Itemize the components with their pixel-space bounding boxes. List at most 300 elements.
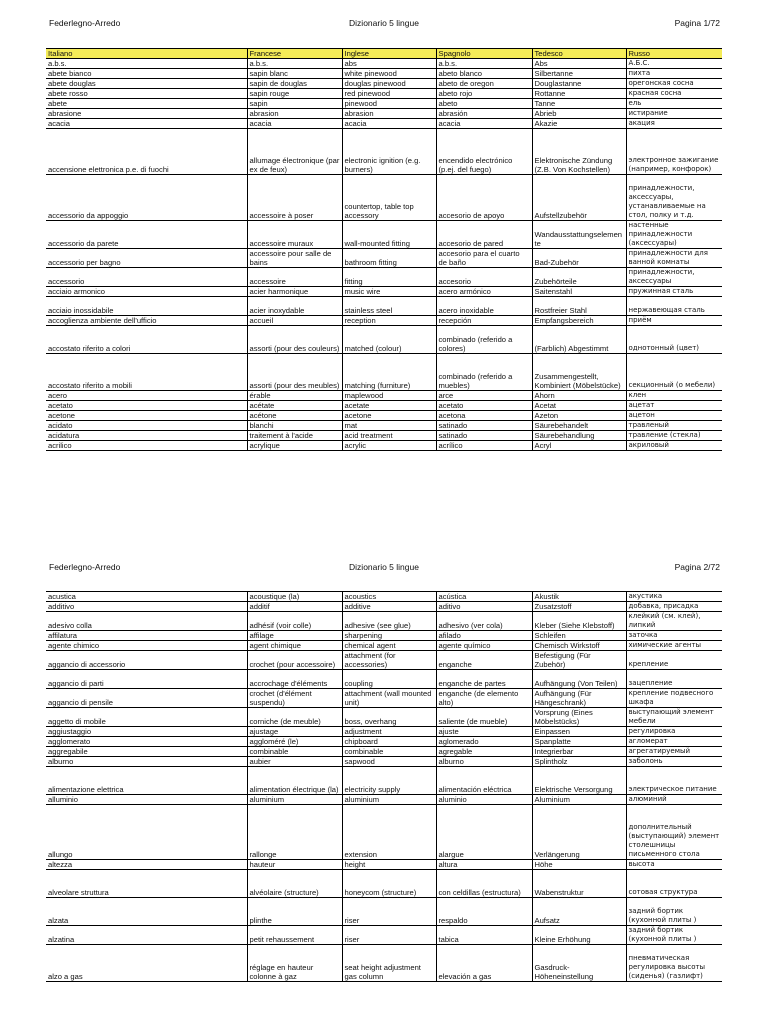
table-cell: задний бортик (кухонной плиты ) [626,898,722,926]
table-cell: abrasione [46,109,247,119]
table-row [46,221,722,249]
table-cell: sapin [247,99,342,109]
table-cell: aggancio di pensile [46,689,247,708]
table-cell: Säurebehandlung [532,431,626,441]
table-cell: alargue [436,805,532,860]
table-cell: aggiustaggio [46,727,247,737]
table-cell: mat [342,421,436,431]
table-cell: érable [247,391,342,401]
table-row [46,326,722,354]
table-cell: acetato [46,401,247,411]
table-cell: countertop, table top accessory [342,175,436,221]
table-cell: elevación a gas [436,945,532,982]
table-cell: зацепление [626,670,722,689]
table-row [46,129,722,175]
table-cell: красная сосна [626,89,722,99]
table-cell: химические агенты [626,641,722,651]
column-header: Spagnolo [436,49,532,59]
table-cell: sapin rouge [247,89,342,99]
table-cell: assorti (pour des meubles) [247,354,342,391]
table-cell: white pinewood [342,69,436,79]
table-cell: агрегатируемый [626,747,722,757]
table-cell: Acryl [532,441,626,451]
table-cell: riser [342,898,436,926]
table-cell: Schleifen [532,631,626,641]
table-row [46,268,722,287]
table-row [46,651,722,670]
table-cell: aggregabile [46,747,247,757]
table-cell: ajustage [247,727,342,737]
table-cell: crochet (d'élément suspendu) [247,689,342,708]
table-row [46,926,722,945]
table-cell: adjustment [342,727,436,737]
table-cell: reception [342,316,436,326]
table-cell: acciaio inossidabile [46,297,247,316]
table-cell: Tanne [532,99,626,109]
table-cell: adhesivo (ver cola) [436,612,532,631]
table-cell: abrasion [247,109,342,119]
table-cell: Empfangsbereich [532,316,626,326]
table-cell: abs [342,59,436,69]
table-cell: abeto [436,99,532,109]
table-cell: adesivo colla [46,612,247,631]
table-row [46,89,722,99]
header-right: Pagina 2/72 [674,562,720,572]
table-cell: abrasión [436,109,532,119]
table-cell: matched (colour) [342,326,436,354]
table-cell: сотовая структура [626,870,722,898]
page-header [0,560,768,574]
table-cell: настенные принадлежности (аксессуары) [626,221,722,249]
table-cell: combinable [247,747,342,757]
table-cell: crochet (pour accessoire) [247,651,342,670]
table-cell: accessoire muraux [247,221,342,249]
table-cell: acero armónico [436,287,532,297]
table-cell: добавка, присадка [626,602,722,612]
table-cell: acidato [46,421,247,431]
table-row [46,631,722,641]
table-cell: tabica [436,926,532,945]
table-cell: aluminium [342,795,436,805]
table-cell: Kleine Erhöhung [532,926,626,945]
table-cell: alimentation électrique (la) [247,767,342,795]
table-row [46,354,722,391]
table-row [46,59,722,69]
table-cell: acrylic [342,441,436,451]
table-cell: aglomerado [436,737,532,747]
table-cell: принадлежности, аксессуары, устанавливаемые на стол, полку и т.д. [626,175,722,221]
table-cell: additive [342,602,436,612]
table-cell: combinado (referido a muebles) [436,354,532,391]
table-cell: acoustics [342,592,436,602]
table-cell: altura [436,860,532,870]
table-cell: регулировка [626,727,722,737]
header-left: Federlegno-Arredo [49,18,121,28]
table-cell: a.b.s. [247,59,342,69]
table-cell: acrilico [46,441,247,451]
table-cell: acacia [342,119,436,129]
table-cell: Befestigung (Für Zubehör) [532,651,626,670]
table-row [46,708,722,727]
table-row [46,441,722,451]
table-cell: крепление [626,651,722,670]
table-row [46,79,722,89]
table-cell: accesorio de apoyo [436,175,532,221]
table-row [46,287,722,297]
table-cell: music wire [342,287,436,297]
table-cell: petit rehaussement [247,926,342,945]
table-cell: Integrierbar [532,747,626,757]
table-cell: acetone [46,411,247,421]
column-header: Tedesco [532,49,626,59]
table-cell: секционный (о мебели) [626,354,722,391]
table-cell: affilatura [46,631,247,641]
column-header: Russo [626,49,722,59]
table-cell: accessorio [46,268,247,287]
table-row [46,69,722,79]
table-cell: acrílico [436,441,532,451]
table-cell: alburno [46,757,247,767]
table-cell: травление (стекла) [626,431,722,441]
table-cell: accessorio per bagno [46,249,247,268]
table-cell: accessorio da appoggio [46,175,247,221]
table-cell: alzatina [46,926,247,945]
table-row [46,670,722,689]
table-cell: red pinewood [342,89,436,99]
table-cell: allumage électronique (par ex de feux) [247,129,342,175]
table-cell: нержавеющая сталь [626,297,722,316]
table-cell: acustica [46,592,247,602]
table-cell: honeycom (structure) [342,870,436,898]
table-cell: arce [436,391,532,401]
table-row [46,898,722,926]
table-cell: орегонская сосна [626,79,722,89]
table-cell: accessoire à poser [247,175,342,221]
table-cell: enganche [436,651,532,670]
table-row [46,860,722,870]
table-cell: акриловый [626,441,722,451]
table-cell: Aufhängung (Von Teilen) [532,670,626,689]
table-cell: ацетон [626,411,722,421]
table-cell: Gasdruck-Höheneinstellung [532,945,626,982]
table-cell: agente químico [436,641,532,651]
table-cell: alzo a gas [46,945,247,982]
table-cell: Acetat [532,401,626,411]
table-cell: Aufhängung (Für Hängeschrank) [532,689,626,708]
table-row [46,870,722,898]
table-cell: Aufsatz [532,898,626,926]
table-cell: sapin de douglas [247,79,342,89]
table-cell: Höhe [532,860,626,870]
table-cell: acetato [436,401,532,411]
table-cell: bathroom fitting [342,249,436,268]
table-cell: выступающий элемент мебели [626,708,722,727]
table-row [46,727,722,737]
table-cell: ацетат [626,401,722,411]
table-cell: электрическое питание [626,767,722,795]
table-row [46,316,722,326]
table-cell: satinado [436,421,532,431]
table-row [46,297,722,316]
header-center: Dizionario 5 lingue [349,562,419,572]
table-cell: заболонь [626,757,722,767]
table-cell: traitement à l'acide [247,431,342,441]
table-cell: Kleber (Siehe Klebstoff) [532,612,626,631]
table-cell: пихта [626,69,722,79]
table-cell: height [342,860,436,870]
table-cell: Spanplatte [532,737,626,747]
dictionary-table [46,591,722,982]
table-cell: acciaio armonico [46,287,247,297]
table-cell: aditivo [436,602,532,612]
table-cell: aluminium [247,795,342,805]
table-row [46,411,722,421]
table-cell: agente chimico [46,641,247,651]
table-cell: abete douglas [46,79,247,89]
table-cell: agglomerato [46,737,247,747]
table-cell: Splintholz [532,757,626,767]
table-cell: accessoire [247,268,342,287]
table-cell: acidatura [46,431,247,441]
table-cell: Wandausstattungselemente [532,221,626,249]
table-cell: высота [626,860,722,870]
page-header [0,16,768,30]
table-cell: травленый [626,421,722,431]
table-cell: aggancio di accessorio [46,651,247,670]
table-cell: accrochage d'éléments [247,670,342,689]
table-cell: con celdillas (estructura) [436,870,532,898]
table-cell: altezza [46,860,247,870]
table-row [46,391,722,401]
table-cell: abrasion [342,109,436,119]
column-header: Italiano [46,49,247,59]
table-cell: maplewood [342,391,436,401]
table-row [46,249,722,268]
header-left: Federlegno-Arredo [49,562,121,572]
table-row [46,689,722,708]
table-row [46,602,722,612]
table-cell: chemical agent [342,641,436,651]
table-cell: Aufstellzubehör [532,175,626,221]
table-row [46,592,722,602]
table-cell: accessorio da parete [46,221,247,249]
table-cell: (Farblich) Abgestimmt [532,326,626,354]
table-cell: extension [342,805,436,860]
table-cell: abeto blanco [436,69,532,79]
table-cell: abete [46,99,247,109]
table-cell: sharpening [342,631,436,641]
table-cell: acier harmonique [247,287,342,297]
table-cell: pinewood [342,99,436,109]
table-cell: Zusammengestellt, Kombiniert (Möbelstücke) [532,354,626,391]
table-cell: acero [46,391,247,401]
table-cell: matching (furniture) [342,354,436,391]
table-cell: задний бортик (кухонной плиты ) [626,926,722,945]
header-center: Dizionario 5 lingue [349,18,419,28]
table-cell: assorti (pour des couleurs) [247,326,342,354]
table-cell: accoglienza ambiente dell'ufficio [46,316,247,326]
table-cell: алюминий [626,795,722,805]
table-row [46,757,722,767]
table-cell: Bad-Zubehör [532,249,626,268]
table-row [46,175,722,221]
table-cell: abeto de oregon [436,79,532,89]
table-cell: Zubehörteile [532,268,626,287]
table-cell: chipboard [342,737,436,747]
table-cell: acétate [247,401,342,411]
table-cell: acid treatment [342,431,436,441]
table-cell: aggancio di parti [46,670,247,689]
table-cell: aluminio [436,795,532,805]
table-cell: acetate [342,401,436,411]
table-cell: sapwood [342,757,436,767]
table-cell: additif [247,602,342,612]
table-cell: rallonge [247,805,342,860]
table-row [46,795,722,805]
table-cell: enganche (de elemento alto) [436,689,532,708]
table-cell: acetona [436,411,532,421]
table-cell: adhesive (see glue) [342,612,436,631]
table-cell: electronic ignition (e.g. burners) [342,129,436,175]
table-cell: electricity supply [342,767,436,795]
table-cell: accessoire pour salle de bains [247,249,342,268]
table-cell: пружинная сталь [626,287,722,297]
table-cell: Einpassen [532,727,626,737]
table-cell: Rostfreier Stahl [532,297,626,316]
table-cell: Douglastanne [532,79,626,89]
table-cell: Säurebehandelt [532,421,626,431]
table-cell: enganche de partes [436,670,532,689]
table-cell: affilage [247,631,342,641]
table-cell: agregable [436,747,532,757]
table-cell: Chemisch Wirkstoff [532,641,626,651]
table-cell: abete rosso [46,89,247,99]
table-cell: coupling [342,670,436,689]
table-row [46,431,722,441]
table-cell: Azeton [532,411,626,421]
table-cell: пневматическая регулировка высоты (сиденья) (газлифт) [626,945,722,982]
table-cell: клен [626,391,722,401]
table-cell: Rottanne [532,89,626,99]
table-cell: Elektrische Versorgung [532,767,626,795]
table-cell: Silbertanne [532,69,626,79]
table-cell: hauteur [247,860,342,870]
table-cell: blanchi [247,421,342,431]
table-cell: электронное зажигание (например, конфорок) [626,129,722,175]
table-cell: acacia [46,119,247,129]
table-row [46,99,722,109]
table-cell: alimentazione elettrica [46,767,247,795]
table-cell: aubier [247,757,342,767]
column-header: Inglese [342,49,436,59]
table-cell: дополнительный (выступающий) элемент столешницы письменного стола [626,805,722,860]
table-cell: afilado [436,631,532,641]
table-cell: respaldo [436,898,532,926]
table-row [46,109,722,119]
table-row [46,747,722,757]
table-row [46,641,722,651]
table-cell: акация [626,119,722,129]
table-cell: alimentación eléctrica [436,767,532,795]
table-cell: Akustik [532,592,626,602]
table-cell: agent chimique [247,641,342,651]
table-cell: alvéolaire (structure) [247,870,342,898]
table-cell: acetone [342,411,436,421]
table-cell: acacia [436,119,532,129]
table-cell: aggetto di mobile [46,708,247,727]
table-row [46,945,722,982]
table-cell: plinthe [247,898,342,926]
table-cell: corniche (de meuble) [247,708,342,727]
table-cell: принадлежности для ванной комнаты [626,249,722,268]
table-cell: приём [626,316,722,326]
table-cell: attachment (for accessories) [342,651,436,670]
dictionary-table [46,48,722,451]
header-right: Pagina 1/72 [674,18,720,28]
table-cell: однотонный (цвет) [626,326,722,354]
table-cell: ель [626,99,722,109]
table-row [46,401,722,411]
table-cell: accesorio [436,268,532,287]
table-cell: акустика [626,592,722,602]
table-cell: заточка [626,631,722,641]
table-cell: stainless steel [342,297,436,316]
table-cell: accostato riferito a mobili [46,354,247,391]
table-cell: accueil [247,316,342,326]
table-cell: accesorio de pared [436,221,532,249]
table-cell: accensione elettronica p.e. di fuochi [46,129,247,175]
table-cell: riser [342,926,436,945]
table-cell: saliente (de mueble) [436,708,532,727]
table-cell: крепление подвесного шкафа [626,689,722,708]
table-cell: alveolare struttura [46,870,247,898]
table-cell: satinado [436,431,532,441]
table-cell: accostato riferito a colori [46,326,247,354]
table-cell: additivo [46,602,247,612]
table-cell: acier inoxydable [247,297,342,316]
table-cell: acústica [436,592,532,602]
table-row [46,612,722,631]
table-header-row [46,49,722,59]
table-cell: Elektronische Zündung (Z.B. Von Kochstellen) [532,129,626,175]
table-cell: клейкий (см. клей), липкий [626,612,722,631]
table-cell: acoustique (la) [247,592,342,602]
table-cell: истирание [626,109,722,119]
table-cell: boss, overhang [342,708,436,727]
table-cell: réglage en hauteur colonne à gaz [247,945,342,982]
table-cell: aggloméré (le) [247,737,342,747]
table-cell: Zusatzstoff [532,602,626,612]
table-cell: abeto rojo [436,89,532,99]
table-cell: alluminio [46,795,247,805]
table-cell: acétone [247,411,342,421]
table-cell: ajuste [436,727,532,737]
table-cell: Abrieb [532,109,626,119]
table-cell: seat height adjustment gas column [342,945,436,982]
table-cell: a.b.s. [436,59,532,69]
table-cell: Verlängerung [532,805,626,860]
table-cell: recepción [436,316,532,326]
table-cell: alburno [436,757,532,767]
column-header: Francese [247,49,342,59]
table-cell: combinable [342,747,436,757]
table-cell: Abs [532,59,626,69]
table-cell: douglas pinewood [342,79,436,89]
table-cell: Akazie [532,119,626,129]
table-cell: combinado (referido a colores) [436,326,532,354]
table-cell: агломерат [626,737,722,747]
table-cell: encendido electrónico (p.ej. del fuego) [436,129,532,175]
